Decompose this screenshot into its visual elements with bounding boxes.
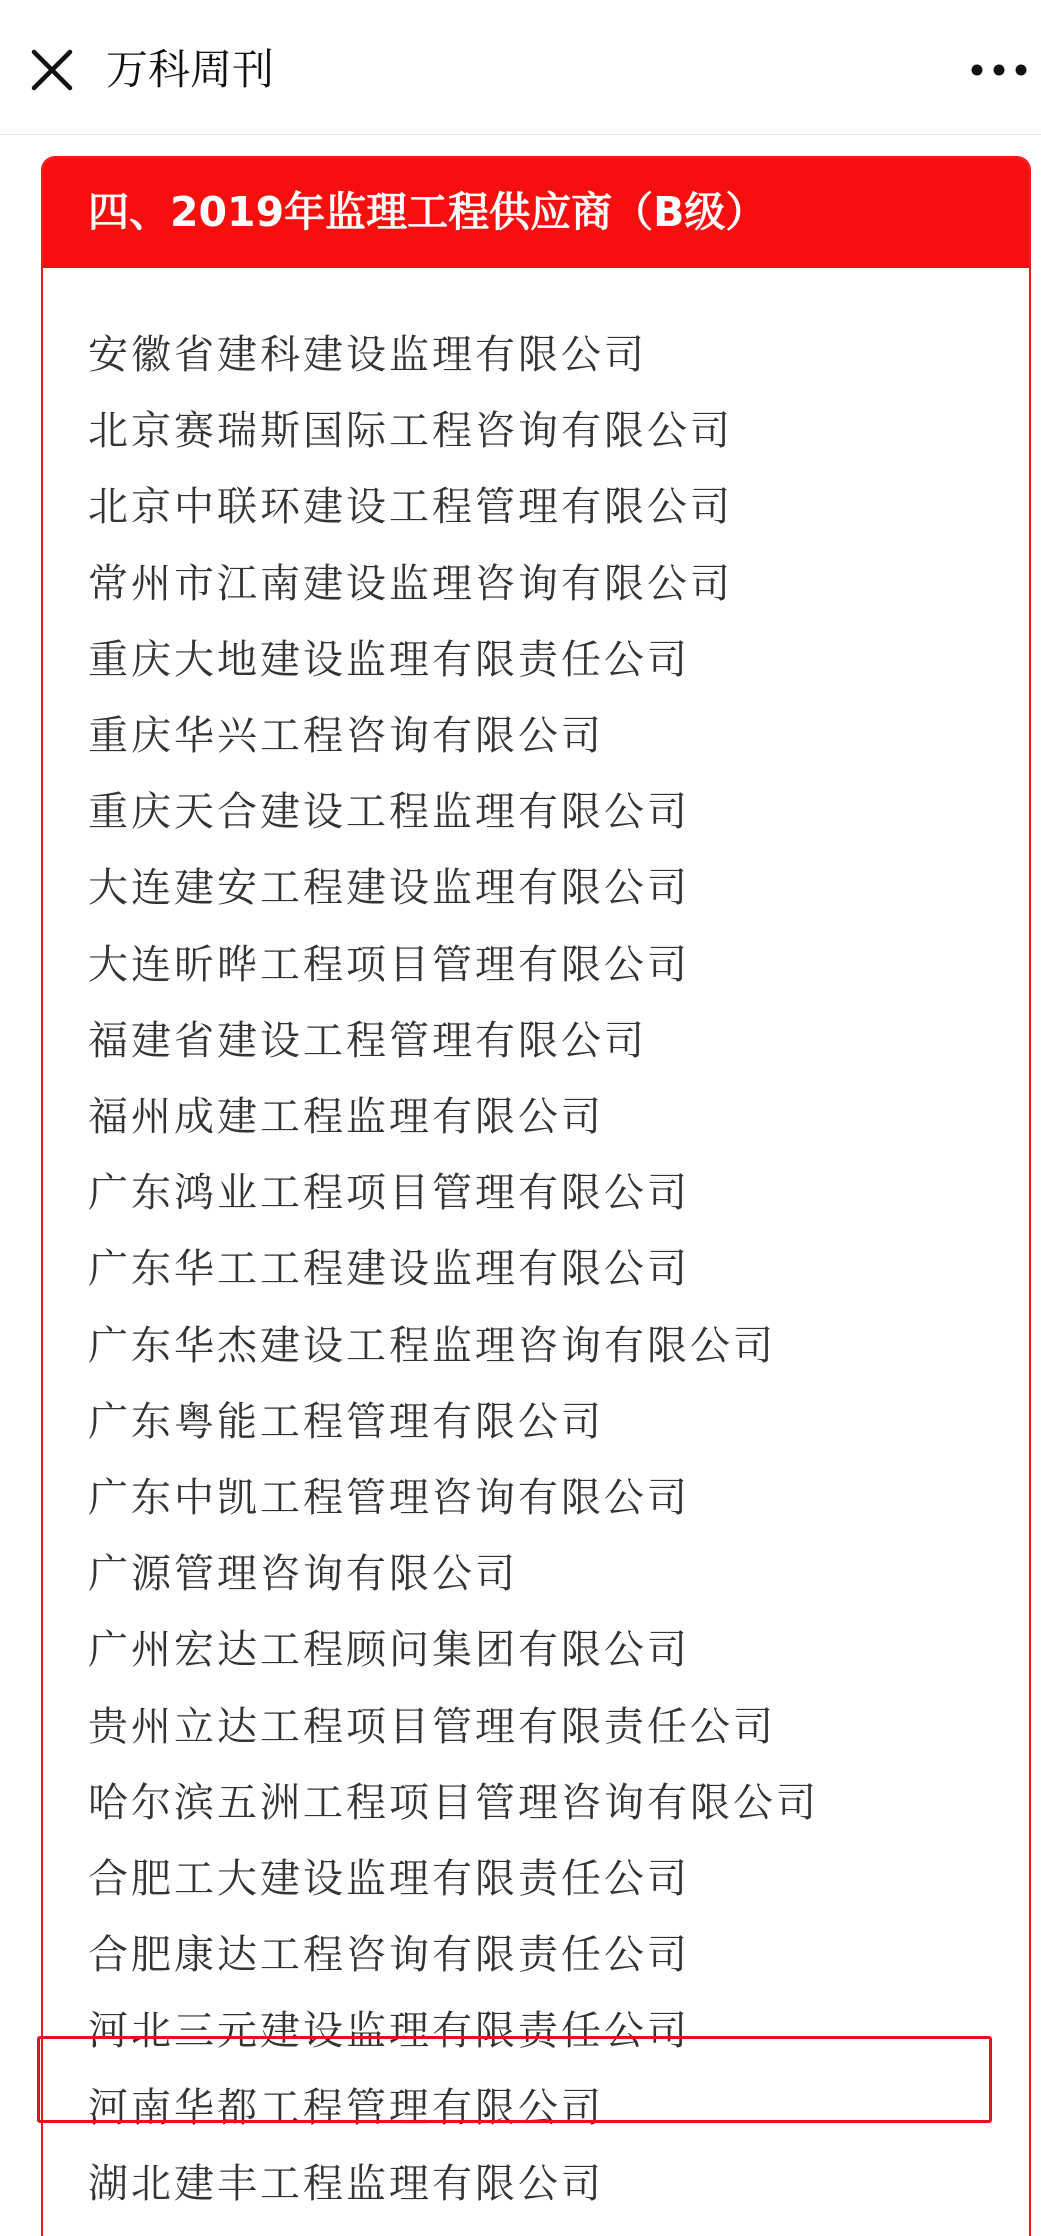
company-item: 大连建安工程建设监理有限公司 xyxy=(88,865,690,912)
company-item: 河北三元建设监理有限责任公司 xyxy=(88,2008,690,2055)
company-item: 重庆华兴工程咨询有限公司 xyxy=(88,713,604,759)
company-item: 广东华杰建设工程监理咨询有限公司 xyxy=(88,1322,776,1369)
section-title: 四、2019年监理工程供应商（B级） xyxy=(88,188,767,236)
company-item: 重庆大地建设监理有限责任公司 xyxy=(88,636,690,683)
company-item: 大连昕晔工程项目管理有限公司 xyxy=(88,941,690,988)
company-item: 广东华工工程建设监理有限公司 xyxy=(88,1246,690,1293)
company-item: 安徽省建科建设监理有限公司 xyxy=(88,332,647,378)
company-item: 广东鸿业工程项目管理有限公司 xyxy=(88,1170,690,1217)
company-item: 福州成建工程监理有限公司 xyxy=(88,1094,604,1140)
card-header xyxy=(43,158,1029,268)
company-item: 广源管理咨询有限公司 xyxy=(88,1551,518,1598)
company-item: 哈尔滨五洲工程项目管理咨询有限公司 xyxy=(88,1779,819,1826)
close-icon xyxy=(22,40,82,100)
company-item: 湖北建丰工程监理有限公司 xyxy=(88,2160,604,2207)
company-item: 贵州立达工程项目管理有限责任公司 xyxy=(88,1703,776,1750)
company-item: 合肥工大建设监理有限责任公司 xyxy=(88,1856,690,1902)
top-bar xyxy=(0,0,1041,135)
company-item: 河南华都工程管理有限公司 xyxy=(88,2084,604,2131)
more-dots-icon xyxy=(968,52,1034,88)
close-button[interactable] xyxy=(22,40,82,100)
more-button[interactable] xyxy=(968,52,1034,88)
company-item: 常州市江南建设监理咨询有限公司 xyxy=(88,560,733,607)
company-item: 合肥康达工程咨询有限责任公司 xyxy=(88,1932,690,1979)
company-item: 重庆天合建设工程监理有限公司 xyxy=(88,789,690,836)
company-item: 北京赛瑞斯国际工程咨询有限公司 xyxy=(88,408,733,455)
page-title: 万科周刊 xyxy=(106,45,275,94)
company-item: 福建省建设工程管理有限公司 xyxy=(88,1017,647,1064)
supplier-card xyxy=(41,156,1031,2236)
company-item: 广州宏达工程顾问集团有限公司 xyxy=(88,1627,690,1674)
company-item: 广东粤能工程管理有限公司 xyxy=(88,1398,604,1445)
company-item: 北京中联环建设工程管理有限公司 xyxy=(88,484,733,531)
company-item: 广东中凯工程管理咨询有限公司 xyxy=(88,1475,690,1521)
